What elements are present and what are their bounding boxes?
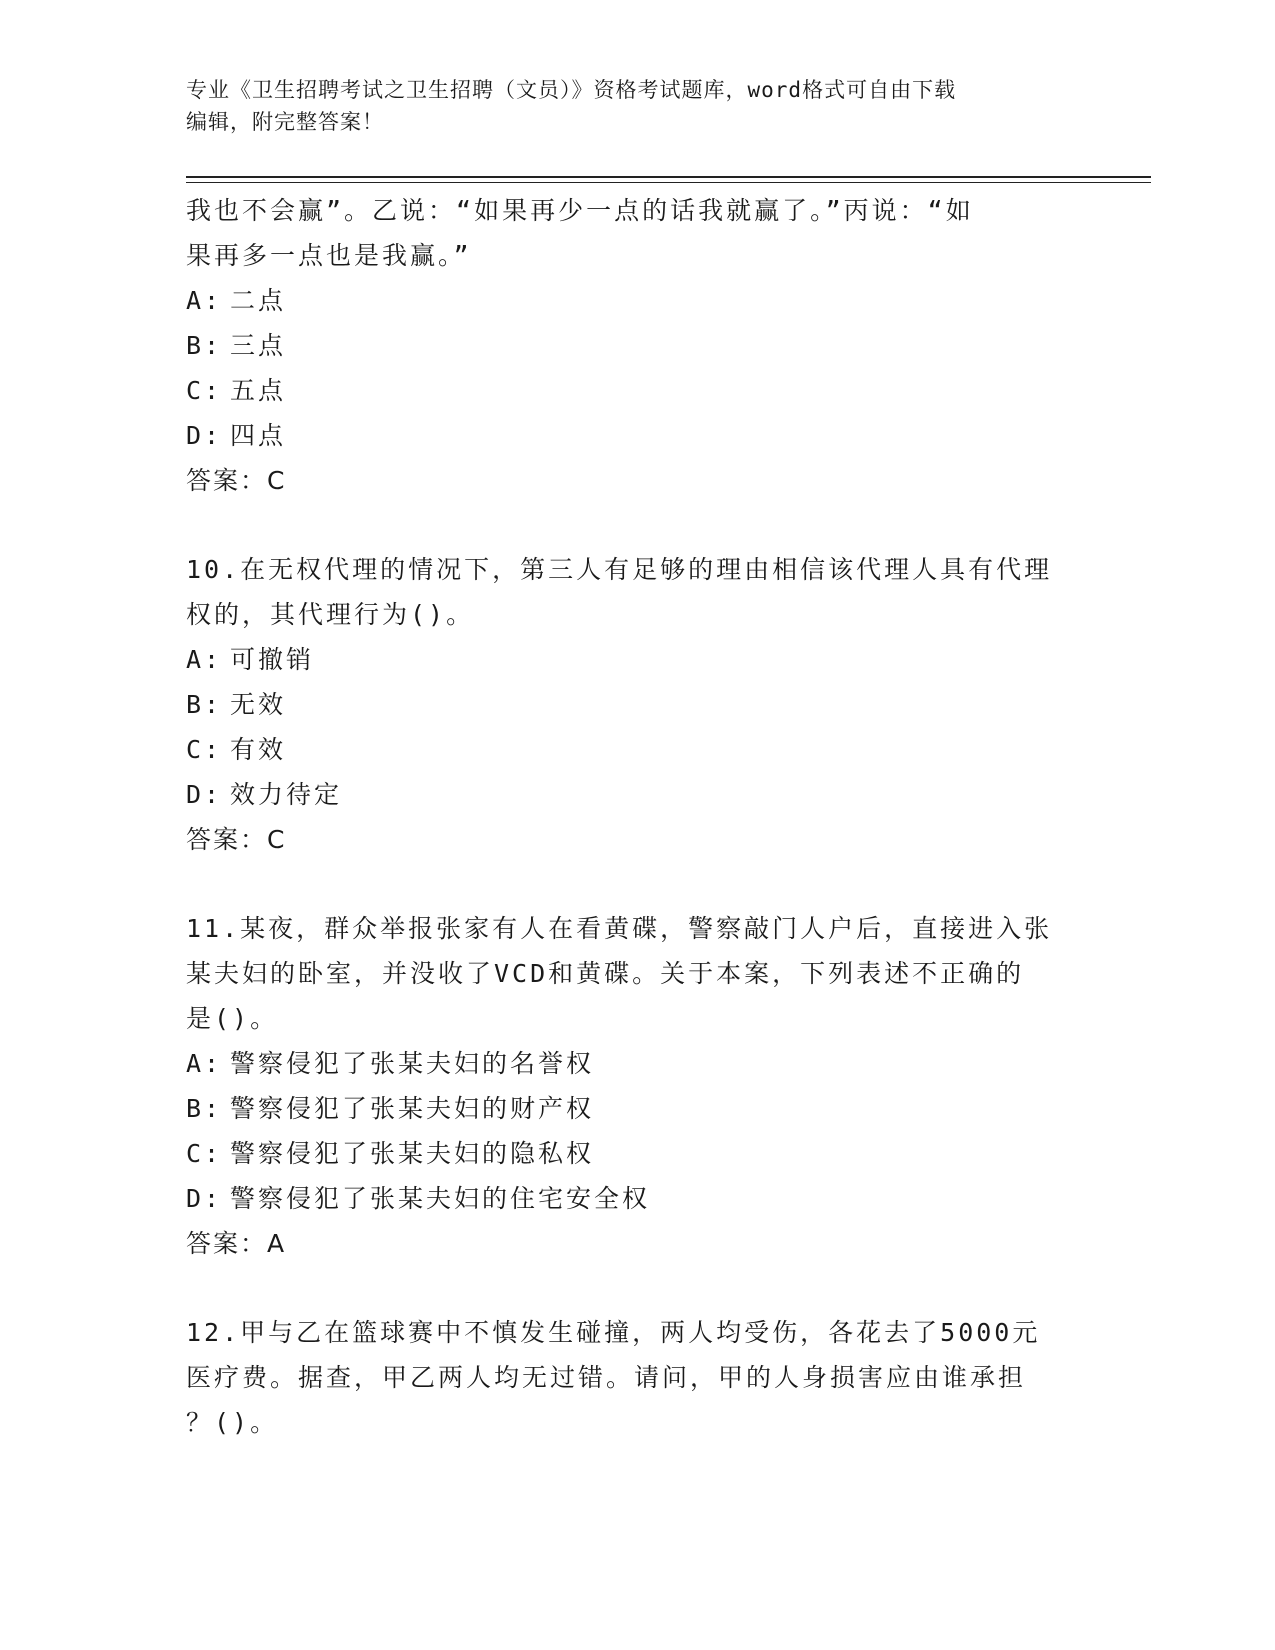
question-stem-line: 我也不会赢”。乙说：“如果再少一点的话我就赢了。”丙说：“如: [186, 196, 974, 225]
question-stem-line: 11.某夜，群众举报张家有人在看黄碟，警察敲门人户后，直接进入张: [186, 914, 1053, 943]
question-12: [186, 1310, 1066, 1445]
option-d: [186, 1176, 1066, 1221]
option-d: [186, 772, 1066, 817]
option-key: B:: [186, 331, 223, 360]
question-10: [186, 547, 1066, 862]
question-11: [186, 906, 1066, 1266]
option-b: [186, 1086, 1066, 1131]
question-stem-line: 是()。: [186, 1004, 279, 1033]
question-stem-line: 12.甲与乙在篮球赛中不慎发生碰撞，两人均受伤，各花去了5000元: [186, 1318, 1041, 1347]
option-key: D:: [186, 780, 223, 809]
option-text: 效力待定: [230, 780, 343, 809]
option-text: 警察侵犯了张某夫妇的财产权: [230, 1094, 595, 1123]
header-divider-thick: [186, 176, 1151, 178]
option-key: C:: [186, 1139, 223, 1168]
answer-line: 答案：A: [186, 1229, 287, 1258]
header-line-1: 专业《卫生招聘考试之卫生招聘（文员）》资格考试题库，word格式可自由下载: [186, 78, 957, 102]
option-key: D:: [186, 421, 223, 450]
option-text: 警察侵犯了张某夫妇的住宅安全权: [230, 1184, 651, 1213]
option-text: 警察侵犯了张某夫妇的名誉权: [230, 1049, 595, 1078]
option-key: B:: [186, 1094, 223, 1123]
option-a: [186, 278, 1066, 323]
question-list: [186, 188, 1066, 1445]
option-key: B:: [186, 690, 223, 719]
option-text: 三点: [230, 331, 287, 360]
option-text: 五点: [230, 376, 287, 405]
question-stem-line: 10.在无权代理的情况下，第三人有足够的理由相信该代理人具有代理: [186, 555, 1053, 584]
question-stem-line: 权的，其代理行为()。: [186, 600, 475, 629]
option-text: 四点: [230, 421, 287, 450]
option-text: 二点: [230, 286, 287, 315]
option-key: C:: [186, 376, 223, 405]
option-c: [186, 1131, 1066, 1176]
option-text: 有效: [230, 735, 287, 764]
option-key: A:: [186, 645, 223, 674]
option-text: 警察侵犯了张某夫妇的隐私权: [230, 1139, 595, 1168]
document-header: [186, 74, 1086, 138]
option-key: C:: [186, 735, 223, 764]
header-line-2: 编辑，附完整答案！: [186, 110, 384, 134]
answer-line: 答案：C: [186, 466, 287, 495]
option-c: [186, 727, 1066, 772]
answer-line: 答案：C: [186, 825, 287, 854]
option-key: A:: [186, 1049, 223, 1078]
question-stem-line: ？()。: [186, 1408, 279, 1437]
option-a: [186, 1041, 1066, 1086]
option-key: A:: [186, 286, 223, 315]
option-b: [186, 682, 1066, 727]
header-divider-thin: [186, 182, 1151, 183]
question-stem-line: 某夫妇的卧室，并没收了VCD和黄碟。关于本案，下列表述不正确的: [186, 959, 1025, 988]
option-key: D:: [186, 1184, 223, 1213]
option-text: 可撤销: [230, 645, 315, 674]
question-stem-line: 医疗费。据查，甲乙两人均无过错。请问，甲的人身损害应由谁承担: [186, 1363, 1027, 1392]
question-stem-line: 果再多一点也是我赢。”: [186, 241, 472, 270]
question-continued: [186, 188, 1066, 503]
option-b: [186, 323, 1066, 368]
option-c: [186, 368, 1066, 413]
option-a: [186, 637, 1066, 682]
option-d: [186, 413, 1066, 458]
option-text: 无效: [230, 690, 287, 719]
